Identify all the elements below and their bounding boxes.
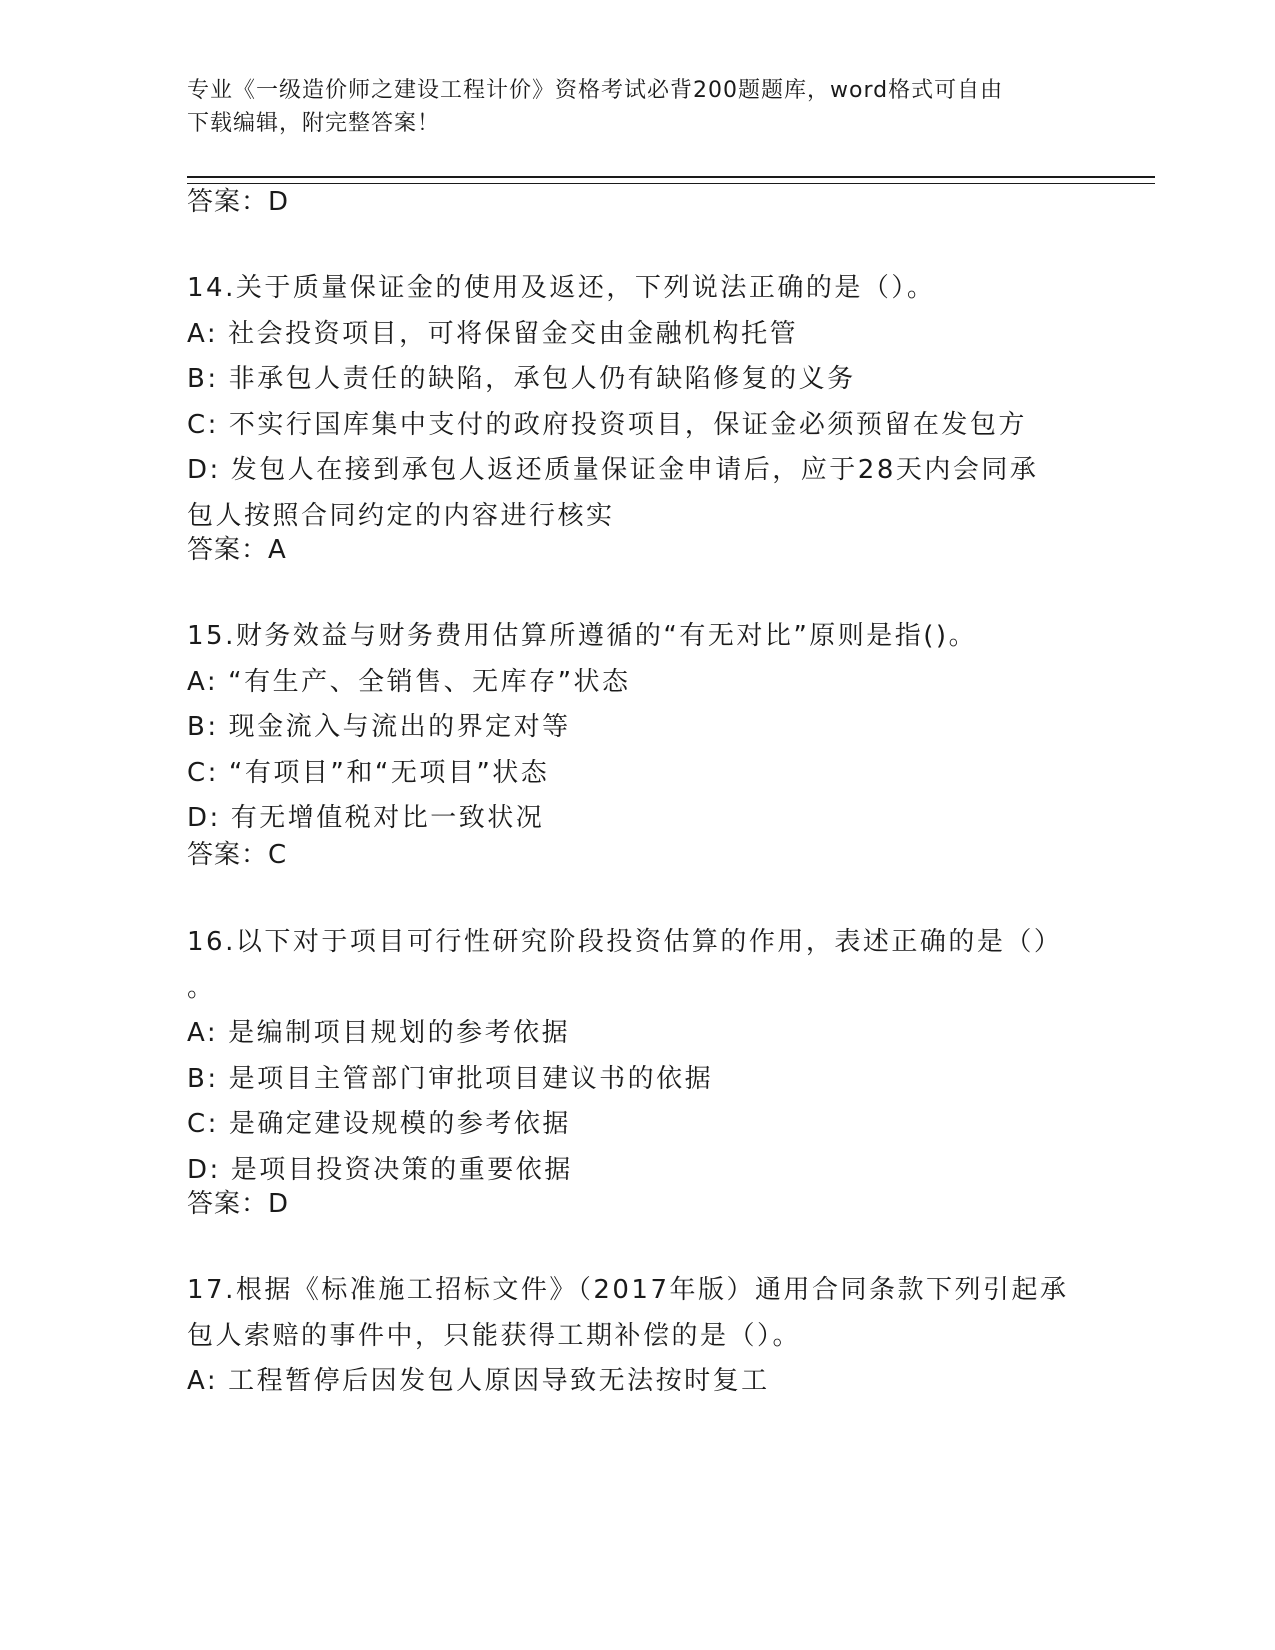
option-d: D: 有无增值税对比一致状况 <box>187 803 545 833</box>
option-d: D: 是项目投资决策的重要依据 <box>187 1154 573 1185</box>
option-b: B: 是项目主管部门审批项目建议书的依据 <box>187 1063 714 1094</box>
option-c: C: 是确定建设规模的参考依据 <box>187 1109 571 1139</box>
answer-q14: 答案：A <box>187 535 287 565</box>
question-15 <box>187 614 1087 842</box>
header-divider <box>187 176 1155 184</box>
question-stem-continued: 。 <box>187 972 216 1003</box>
option-a: A: 工程暂停后因发包人原因导致无法按时复工 <box>187 1366 770 1396</box>
option-c: C: “有项目”和“无项目”状态 <box>187 757 550 788</box>
header-line-1: 专业《一级造价师之建设工程计价》资格考试必背200题题库，word格式可自由 <box>187 78 1004 103</box>
option-d: D: 发包人在接到承包人返还质量保证金申请后，应于28天内会同承 <box>187 455 1039 485</box>
option-c: C: 不实行国库集中支付的政府投资项目，保证金必须预留在发包方 <box>187 409 1027 440</box>
option-b: B: 非承包人责任的缺陷，承包人仍有缺陷修复的义务 <box>187 364 856 394</box>
option-b: B: 现金流入与流出的界定对等 <box>187 712 571 742</box>
question-16 <box>187 920 1087 1193</box>
question-stem: 14.关于质量保证金的使用及返还，下列说法正确的是（）。 <box>187 273 936 303</box>
question-14 <box>187 266 1087 539</box>
answer-q15: 答案：C <box>187 840 288 870</box>
header-line-2: 下载编辑，附完整答案！ <box>187 111 441 136</box>
option-d-continued: 包人按照合同约定的内容进行核实 <box>187 500 615 531</box>
option-a: A: 是编制项目规划的参考依据 <box>187 1018 571 1048</box>
question-stem-continued: 包人索赔的事件中，只能获得工期补偿的是（）。 <box>187 1320 802 1351</box>
question-stem: 16.以下对于项目可行性研究阶段投资估算的作用，表述正确的是（） <box>187 927 1063 957</box>
page-header <box>187 74 1087 140</box>
answer-q16: 答案：D <box>187 1189 290 1219</box>
question-17 <box>187 1268 1087 1405</box>
answer-q13: 答案：D <box>187 187 290 217</box>
question-stem: 15.财务效益与财务费用估算所遵循的“有无对比”原则是指()。 <box>187 621 978 651</box>
option-a: A: 社会投资项目，可将保留金交由金融机构托管 <box>187 318 799 349</box>
option-a: A: “有生产、全销售、无库存”状态 <box>187 666 631 697</box>
question-stem: 17.根据《标准施工招标文件》（2017年版）通用合同条款下列引起承 <box>187 1275 1069 1305</box>
